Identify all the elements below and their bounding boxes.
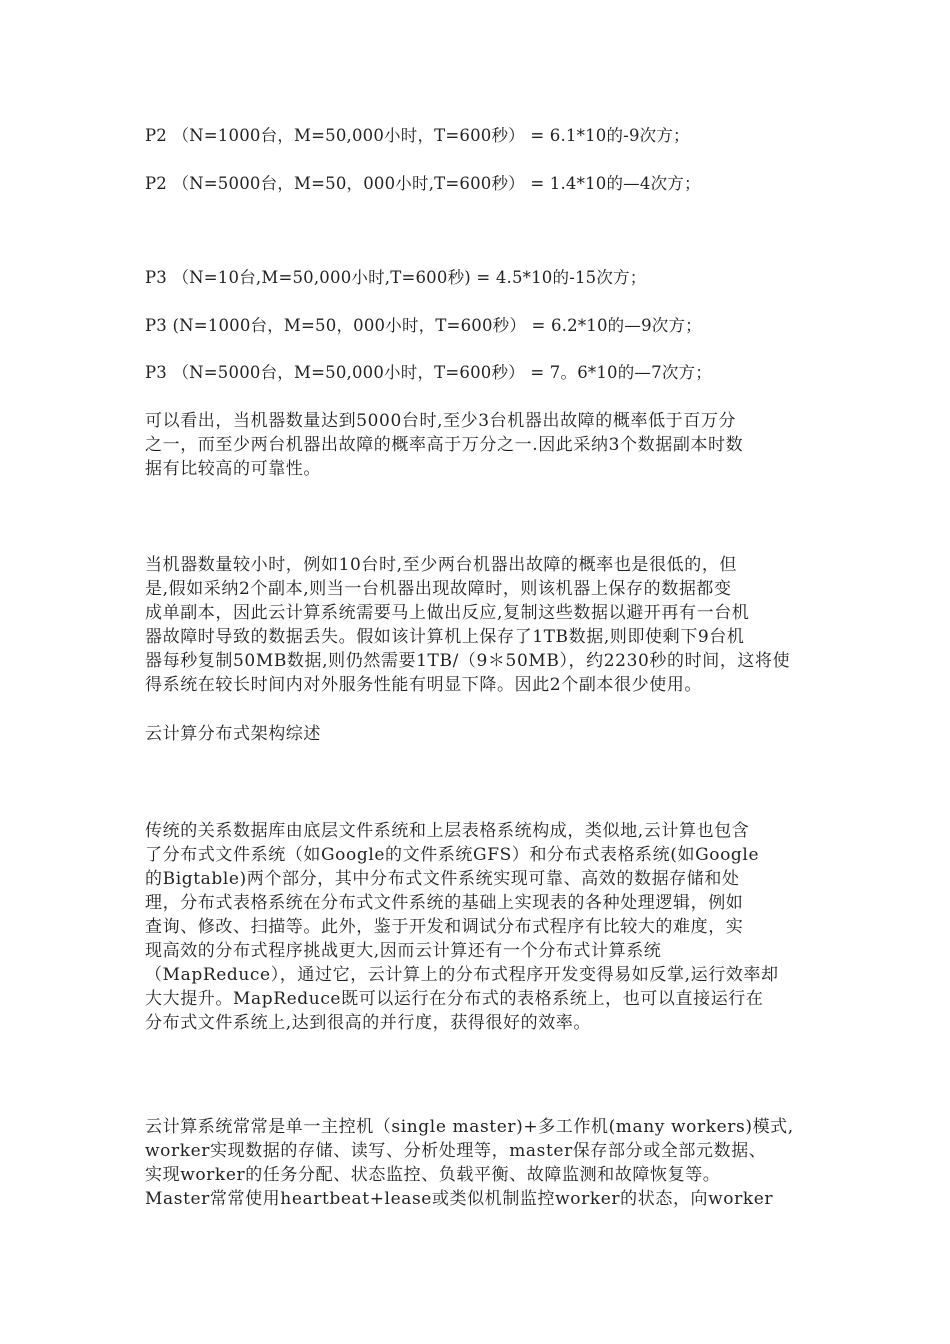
master-worker-paragraph (145, 1115, 810, 1211)
text-line: （MapReduce），通过它，云计算上的分布式程序开发变得易如反掌,运行效率却 (145, 965, 779, 985)
text-line: 现高效的分布式程序挑战更大,因而云计算还有一个分布式计算系统 (145, 941, 662, 961)
text-line: 云计算系统常常是单一主控机（single master)+多工作机(many workers)模式, (145, 1117, 794, 1137)
text-line: 当机器数量较小时，例如10台时,至少两台机器出故障的概率也是很低的，但 (145, 555, 738, 575)
text-line: 器故障时导致的数据丢失。假如该计算机上保存了1TB数据,则即使剩下9台机 (145, 627, 745, 647)
text-line: 分布式文件系统上,达到很高的并行度，获得很好的效率。 (145, 1013, 592, 1033)
section-title: 云计算分布式架构综述 (145, 724, 321, 744)
text-line: 实现worker的任务分配、状态监控、负载平衡、故障监测和故障恢复等。 (145, 1165, 721, 1185)
conclusion-paragraph (145, 409, 810, 481)
text-line: 传统的关系数据库由底层文件系统和上层表格系统构成，类似地,云计算也包含 (145, 821, 750, 841)
text-line: 了分布式文件系统（如Google的文件系统GFS）和分布式表格系统(如Google (145, 845, 760, 865)
text-line: 大大提升。MapReduce既可以运行在分布式的表格系统上，也可以直接运行在 (145, 989, 764, 1009)
text-line: 据有比较高的可靠性。 (145, 459, 321, 479)
text-line: 的Bigtable)两个部分，其中分布式文件系统实现可靠、高效的数据存储和处 (145, 869, 740, 889)
formula-p3-n10: P3 （N=10台,M=50,000小时,T=600秒) = 4.5*10的-15次方； (145, 268, 647, 287)
text-line: 理，分布式表格系统在分布式文件系统的基础上实现表的各种处理逻辑，例如 (145, 893, 744, 913)
text-line: 器每秒复制50MB数据,则仍然需要1TB/（9＊50MB），约2230秒的时间，这将使 (145, 651, 791, 671)
text-line: 之一，而至少两台机器出故障的概率高于万分之一.因此采纳3个数据副本时数 (145, 435, 744, 455)
architecture-paragraph (145, 819, 810, 1035)
formula-p3-n1000: P3 (N=1000台，M=50，000小时，T=600秒） = 6.2*10的—9次方； (145, 316, 702, 335)
text-line: Master常常使用heartbeat+lease或类似机制监控worker的状态，向worker (145, 1189, 774, 1209)
text-line: 成单副本，因此云计算系统需要马上做出反应,复制这些数据以避开再有一台机 (145, 603, 750, 623)
text-line: 查询、修改、扫描等。此外，鉴于开发和调试分布式程序有比较大的难度，实 (145, 917, 744, 937)
text-line: worker实现数据的存储、读写、分析处理等，master保存部分或全部元数据、 (145, 1141, 767, 1161)
text-line: 得系统在较长时间内对外服务性能有明显下降。因此2个副本很少使用。 (145, 675, 703, 695)
formula-p2-n1000: P2 （N=1000台，M=50,000小时，T=600秒） = 6.1*10的-9次方； (145, 126, 690, 145)
formula-p3-n5000: P3 （N=5000台，M=50,000小时，T=600秒） = 7。6*10的—7次方； (145, 363, 712, 382)
two-replica-paragraph (145, 553, 810, 697)
text-line: 可以看出，当机器数量达到5000台时,至少3台机器出故障的概率低于百万分 (145, 411, 737, 431)
formula-p2-n5000: P2 （N=5000台，M=50，000小时,T=600秒） = 1.4*10的—4次方； (145, 174, 701, 193)
text-line: 是,假如采纳2个副本,则当一台机器出现故障时，则该机器上保存的数据都变 (145, 579, 732, 599)
